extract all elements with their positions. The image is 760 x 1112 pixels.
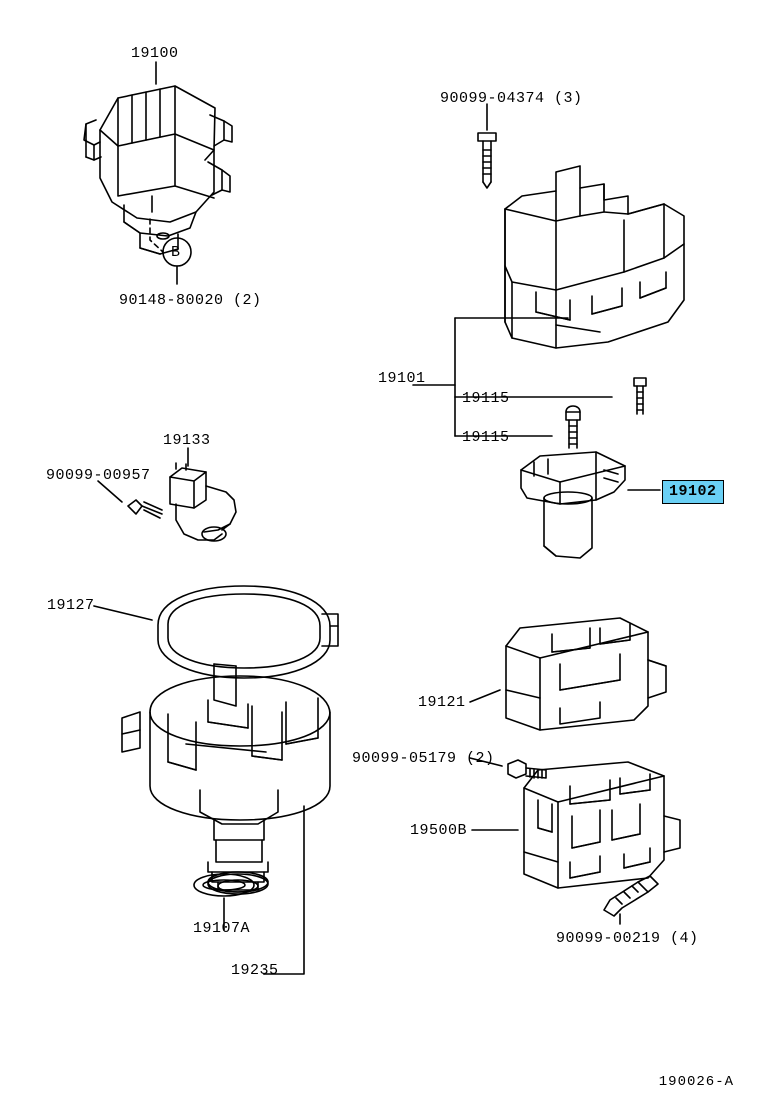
part-label-19102: 19102	[662, 480, 724, 504]
part-19115-spring-lower	[566, 406, 580, 448]
part-90099-04374-bolt	[478, 133, 496, 188]
part-label-19235: 19235	[231, 962, 279, 979]
part-label-19115-upper: 19115	[462, 390, 510, 407]
part-label-19100: 19100	[131, 45, 179, 62]
part-label-19127: 19127	[47, 597, 95, 614]
part-90099-00957-screw	[128, 500, 162, 518]
part-label-19107A: 19107A	[193, 920, 251, 937]
part-19100-distributor-assembly	[84, 86, 232, 254]
part-distributor-housing-assembly	[122, 664, 330, 894]
part-label-90099-04374: 90099-04374 (3)	[440, 90, 583, 107]
part-label-19133: 19133	[163, 432, 211, 449]
part-19121-cover	[506, 618, 666, 730]
part-label-19500B: 19500B	[410, 822, 468, 839]
part-label-19115-lower: 19115	[462, 429, 510, 446]
part-19102-rotor	[521, 452, 625, 558]
part-label-90099-00219: 90099-00219 (4)	[556, 930, 699, 947]
part-19500B-igniter	[524, 762, 680, 888]
part-label-90148-80020: 90148-80020 (2)	[119, 292, 262, 309]
leader-19121	[470, 690, 500, 702]
callout-b-label: B	[171, 244, 181, 261]
diagram-sheet-code: 190026-A	[658, 1074, 734, 1090]
part-19115-screw-upper	[634, 378, 646, 414]
part-label-19101: 19101	[378, 370, 426, 387]
part-label-90099-00957: 90099-00957	[46, 467, 151, 484]
part-label-90099-05179: 90099-05179 (2)	[352, 750, 495, 767]
part-19101-distributor-cap	[505, 166, 684, 348]
part-19127-packing	[158, 586, 338, 678]
part-label-19121: 19121	[418, 694, 466, 711]
leader-90099-00957	[98, 481, 122, 502]
leader-19127	[94, 606, 152, 620]
leader-19235	[264, 806, 304, 974]
part-19133-signal-generator	[170, 463, 236, 541]
